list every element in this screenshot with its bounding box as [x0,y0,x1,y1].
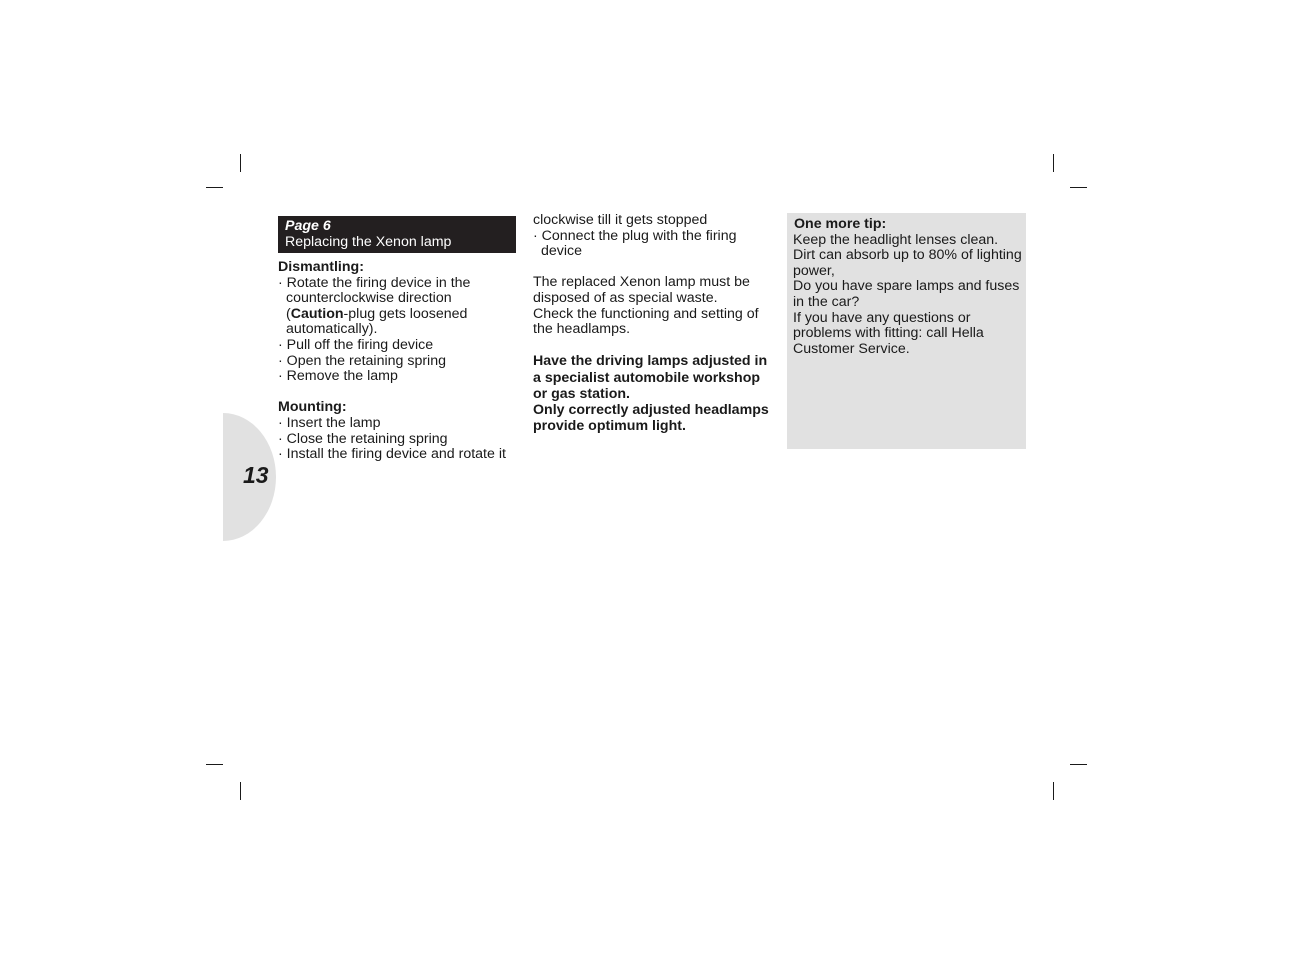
list-item-text: Rotate the firing device in the counterclockwise direction ( [286,274,471,322]
crop-mark-bottom-right-horizontal [1070,764,1087,765]
crop-mark-top-left-horizontal [206,187,223,188]
optimum-light-notice: Only correctly adjusted headlamps provide optimum light. [533,401,769,435]
crop-mark-bottom-left-horizontal [206,764,223,765]
crop-mark-top-left-vertical [240,154,241,172]
list-item [278,276,516,338]
connect-list [533,229,773,260]
check-text: Check the functioning and setting of the headlamps. [533,305,759,338]
section-header [278,216,516,253]
page-number: 13 [243,462,269,488]
header-title: Replacing the Xenon lamp [285,234,452,250]
list-item: · Close the retaining spring [278,432,516,448]
tip-title: One more tip: [794,216,887,232]
dismantling-list [278,276,516,385]
caution-text: Caution [290,305,344,322]
tip-line: Keep the headlight lenses clean. [793,231,999,248]
list-continuation: clockwise till it gets stopped [533,212,708,228]
header-page-ref: Page 6 [285,218,331,234]
crop-mark-top-right-vertical [1053,154,1054,172]
dismantling-heading: Dismantling: [278,259,364,275]
mounting-list [278,416,516,463]
crop-mark-top-right-horizontal [1070,187,1087,188]
list-item: · Remove the lamp [278,369,516,385]
list-item: · Connect the plug with the firing device [533,229,773,260]
tip-line: Dirt can absorb up to 80% of lighting power, [793,247,1022,279]
list-item: · Pull off the firing device [278,338,516,354]
crop-mark-bottom-left-vertical [240,782,241,800]
list-item: · Install the firing device and rotate it [278,447,516,463]
adjustment-notice: Have the driving lamps adjusted in a specialist automobile workshop or gas station. [533,353,768,402]
list-item-text: -plug gets loosened automatically). [286,305,468,338]
crop-mark-bottom-right-vertical [1053,782,1054,800]
tip-line: Do you have spare lamps and fuses in the car? [793,278,1020,310]
column-1 [278,216,516,463]
disposal-text: The replaced Xenon lamp must be disposed of as special waste. [533,274,750,306]
list-item: · Open the retaining spring [278,354,516,370]
list-item: · Insert the lamp [278,416,516,432]
tip-line: If you have any questions or problems with fitting: call Hella Customer Service. [793,309,984,357]
column-2 [533,213,773,434]
mounting-heading: Mounting: [278,399,347,416]
tip-box [787,213,1026,449]
